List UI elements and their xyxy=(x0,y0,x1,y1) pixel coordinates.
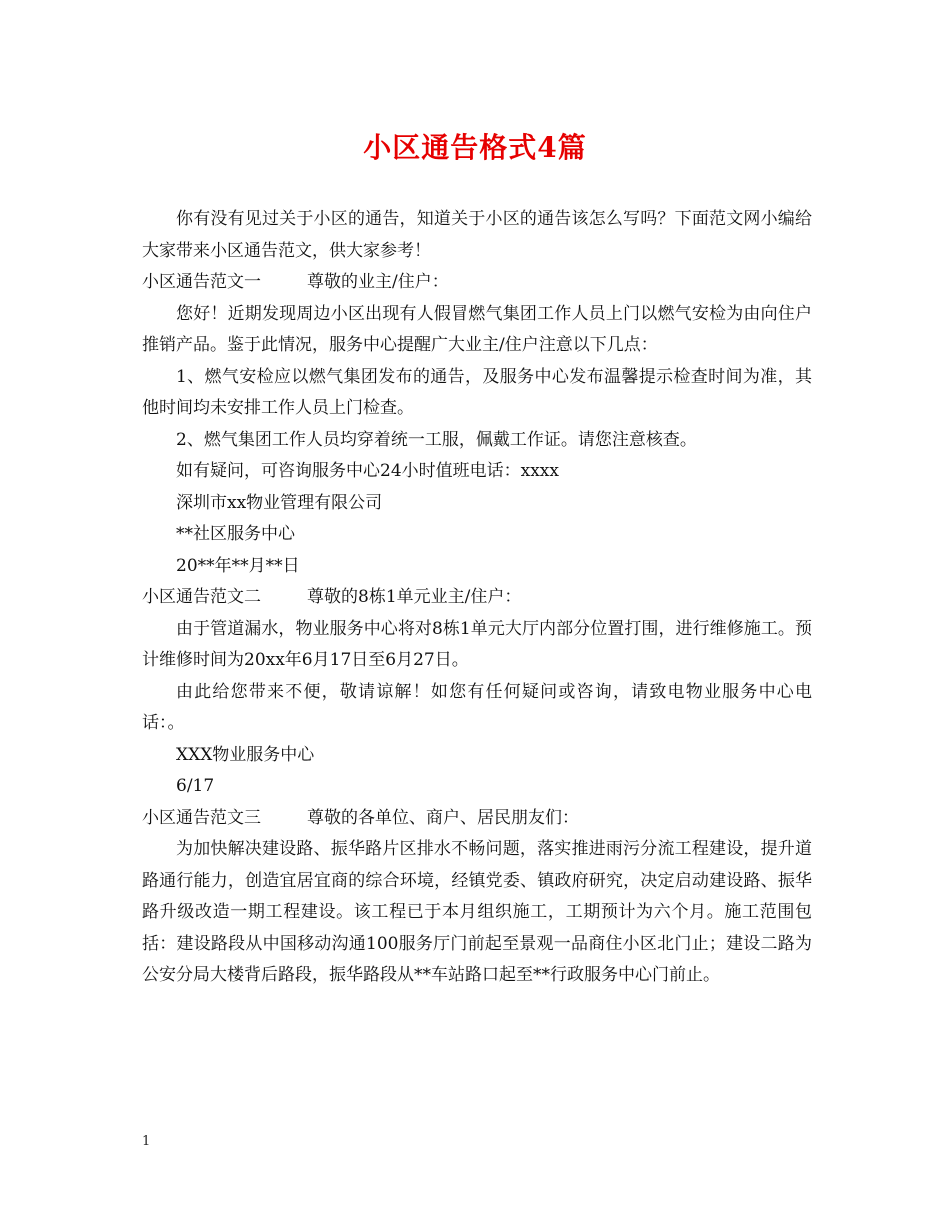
document-title: 小区通告格式4篇 xyxy=(363,131,587,164)
sample2-heading-line xyxy=(142,582,812,614)
sample1-heading: 小区通告范文一 xyxy=(142,272,261,292)
sample2-heading: 小区通告范文二 xyxy=(142,587,261,607)
sample1-salutation: 尊敬的业主/住户： xyxy=(307,272,449,292)
document-body xyxy=(142,204,812,992)
sample2-paragraph-1: 由于管道漏水，物业服务中心将对8栋1单元大厅内部分位置打围，进行维修施工。预计维修时间为20xx年6月17日至6月27日。 xyxy=(142,618,812,670)
page-number: 1 xyxy=(142,1134,151,1149)
sample1-date: 20**年**月**日 xyxy=(176,555,300,576)
sample2-date: 6/17 xyxy=(176,776,215,796)
sample3-heading-line xyxy=(142,803,812,835)
sample1-signature-company: 深圳市xx物业管理有限公司 xyxy=(176,492,383,513)
sample1-paragraph-2: 1、燃气安检应以燃气集团发布的通告，及服务中心发布温馨提示检查时间为准，其他时间均未安排工作人员上门检查。 xyxy=(142,366,812,418)
intro-paragraph: 你有没有见过关于小区的通告，知道关于小区的通告该怎么写吗？下面范文网小编给大家带来小区通告范文，供大家参考！ xyxy=(142,209,812,261)
sample1-paragraph-4: 如有疑问，可咨询服务中心24小时值班电话：xxxx xyxy=(176,461,559,481)
sample2-signature: XXX物业服务中心 xyxy=(176,744,315,765)
sample3-paragraph-1: 为加快解决建设路、振华路片区排水不畅问题，落实推进雨污分流工程建设，提升道路通行能力，创造宜居宜商的综合环境，经镇党委、镇政府研究，决定启动建设路、振华路升级改造一期工程建设。该工程已于本月组织施工，工期预计为六个月。施工范围包括：建设路段从中国移动沟通100服务厅门前起至景观一品商住小区北门止；建设二路为公安分局大楼背后路段，振华路段从**车站路口起至**行政服务中心门前止。 xyxy=(142,839,812,985)
sample1-heading-line xyxy=(142,267,812,299)
sample2-salutation: 尊敬的8栋1单元业主/住户： xyxy=(307,587,522,607)
sample2-paragraph-2: 由此给您带来不便，敬请谅解！如您有任何疑问或咨询，请致电物业服务中心电话：。 xyxy=(142,681,812,733)
sample3-heading: 小区通告范文三 xyxy=(142,807,261,828)
sample1-paragraph-1: 您好！近期发现周边小区出现有人假冒燃气集团工作人员上门以燃气安检为由向住户推销产品。鉴于此情况，服务中心提醒广大业主/住户注意以下几点： xyxy=(142,303,812,355)
sample1-signature-center: **社区服务中心 xyxy=(176,524,295,544)
sample1-paragraph-3: 2、燃气集团工作人员均穿着统一工服，佩戴工作证。请您注意核查。 xyxy=(176,429,697,450)
sample3-salutation: 尊敬的各单位、商户、居民朋友们： xyxy=(307,807,579,828)
